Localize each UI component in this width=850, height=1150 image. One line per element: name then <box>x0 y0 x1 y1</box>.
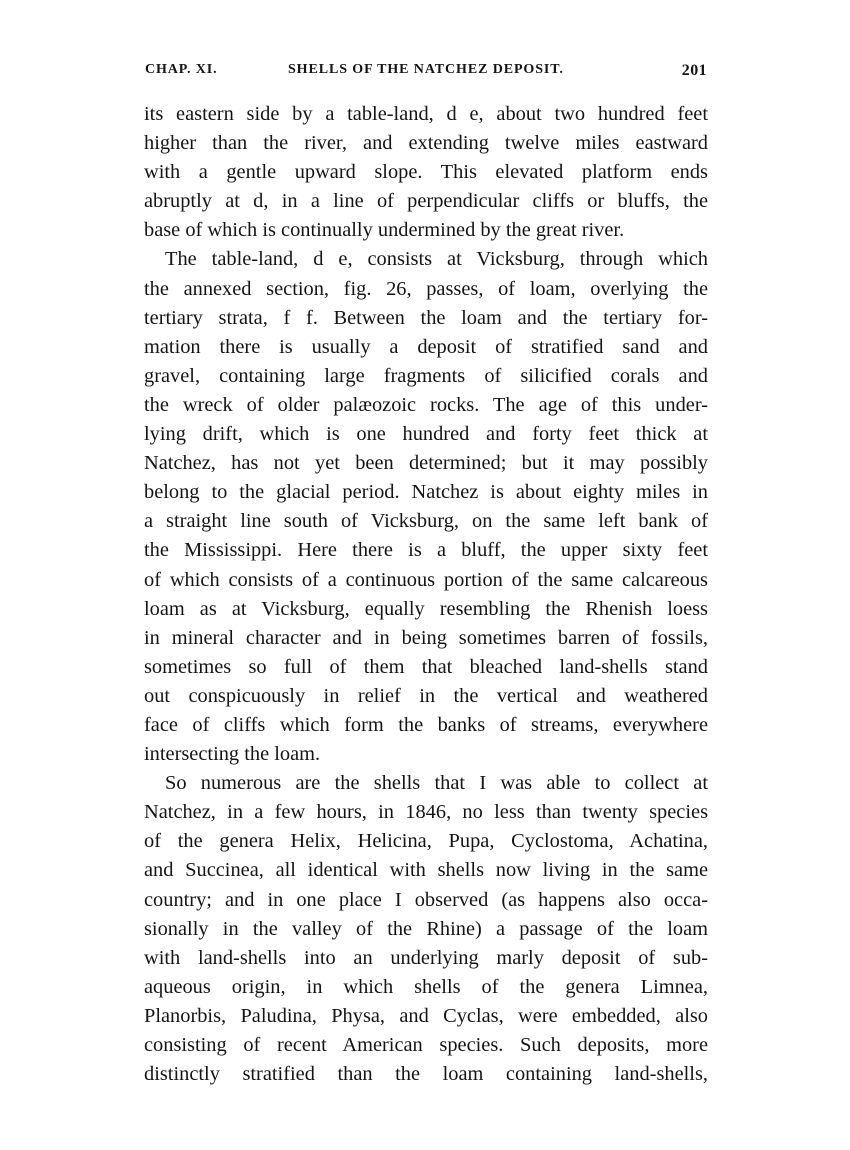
text-line: out conspicuously in relief in the vertical and weathered <box>144 684 708 707</box>
text-line: Planorbis, Paludina, Physa, and Cyclas, were embedded, also <box>144 1004 708 1027</box>
text-line: gravel, containing large fragments of silicified corals and <box>144 364 708 387</box>
text-line: The table-land, d e, consists at Vicksburg, through which <box>165 248 708 271</box>
text-line: country; and in one place I observed (as happens also occa- <box>144 888 708 911</box>
text-line: tertiary strata, f f. Between the loam and the tertiary for- <box>144 306 708 329</box>
text-line: with land-shells into an underlying marly deposit of sub- <box>144 946 708 969</box>
text-line: a straight line south of Vicksburg, on the same left bank of <box>144 510 708 533</box>
text-line: its eastern side by a table-land, d e, about two hundred feet <box>144 103 708 125</box>
text-line: in mineral character and in being sometimes barren of fossils, <box>144 626 708 649</box>
text-line: with a gentle upward slope. This elevated platform ends <box>144 161 708 184</box>
text-line: loam as at Vicksburg, equally resembling the Rhenish loess <box>144 597 708 620</box>
running-head <box>145 62 707 88</box>
text-line: sionally in the valley of the Rhine) a passage of the loam <box>144 917 708 940</box>
paragraph <box>144 100 708 245</box>
text-line: of which consists of a continuous portion of the same calcareous <box>144 568 708 591</box>
paragraph <box>144 245 708 769</box>
text-line: Natchez, has not yet been determined; but it may possibly <box>144 452 708 475</box>
text-line: the wreck of older palæozoic rocks. The age of this under- <box>144 393 708 416</box>
page-number: 201 <box>681 62 707 79</box>
text-line: aqueous origin, in which shells of the genera Limnea, <box>144 975 708 998</box>
text-line: of the genera Helix, Helicina, Pupa, Cyclostoma, Achatina, <box>144 830 708 853</box>
text-line: the annexed section, fig. 26, passes, of loam, overlying the <box>144 277 708 300</box>
text-line: face of cliffs which form the banks of streams, everywhere <box>144 713 708 736</box>
text-line: distinctly stratified than the loam containing land-shells, <box>144 1063 708 1086</box>
body-text <box>144 100 708 1089</box>
text-line: intersecting the loam. <box>144 743 321 766</box>
text-line: mation there is usually a deposit of stratified sand and <box>144 335 708 358</box>
text-line: consisting of recent American species. Such deposits, more <box>144 1034 708 1056</box>
paragraph <box>144 769 708 1089</box>
text-line: Natchez, in a few hours, in 1846, no less than twenty species <box>144 801 708 824</box>
text-line: and Succinea, all identical with shells now living in the same <box>144 859 708 882</box>
text-line: abruptly at d, in a line of perpendicular cliffs or bluffs, the <box>144 190 708 213</box>
text-line: sometimes so full of them that bleached land-shells stand <box>144 655 708 678</box>
chapter-label: CHAP. XI. <box>145 62 218 77</box>
text-line: higher than the river, and extending twelve miles eastward <box>144 132 708 155</box>
text-line: base of which is continually undermined by the great river. <box>144 219 625 242</box>
text-line: belong to the glacial period. Natchez is about eighty miles in <box>144 481 708 504</box>
running-title: SHELLS OF THE NATCHEZ DEPOSIT. <box>288 62 564 77</box>
text-line: the Mississippi. Here there is a bluff, the upper sixty feet <box>144 539 708 562</box>
text-line: So numerous are the shells that I was able to collect at <box>165 772 708 795</box>
text-line: lying drift, which is one hundred and forty feet thick at <box>144 423 708 446</box>
